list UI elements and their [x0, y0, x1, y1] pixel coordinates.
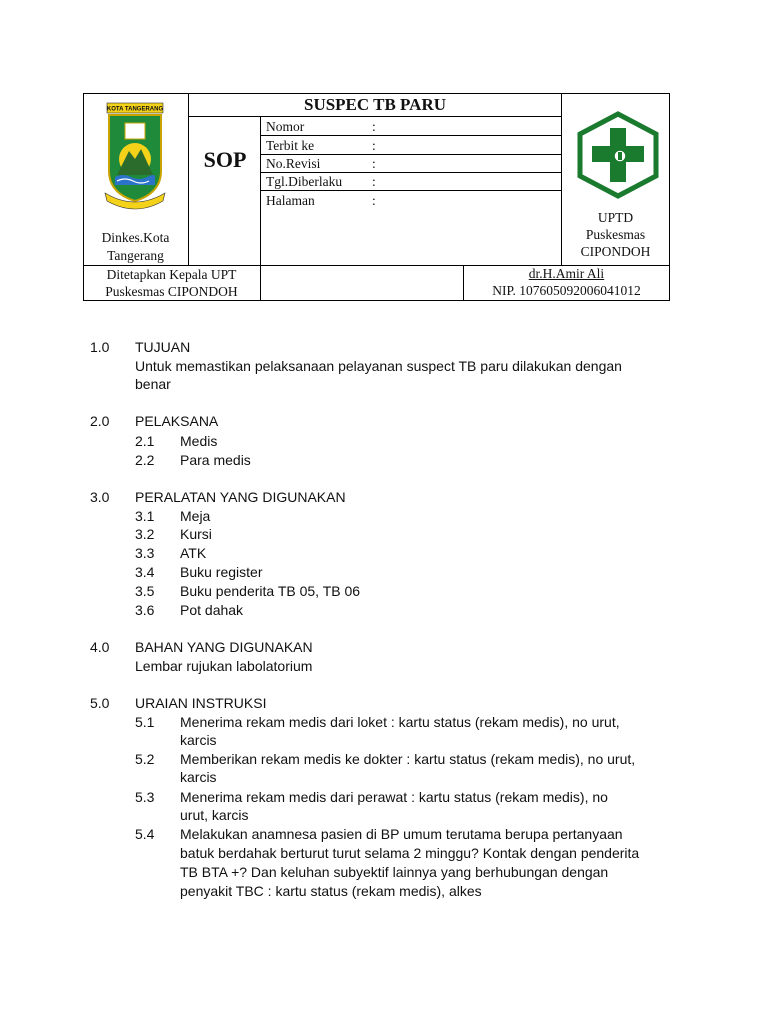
section-number: 1.0 [90, 339, 110, 355]
table-border-bottom [83, 300, 670, 301]
field-sep: : [372, 174, 376, 189]
section-number: 5.0 [90, 695, 110, 711]
table-divider [188, 93, 189, 265]
item-number: 5.3 [135, 789, 155, 805]
item-number: 3.4 [135, 564, 155, 580]
item-number: 3.2 [135, 526, 155, 542]
section-title-peralatan: PERALATAN YANG DIGUNAKAN [135, 489, 346, 505]
item-text: karcis [180, 732, 217, 748]
signatory-name: dr.H.Amir Ali [528, 266, 605, 281]
right-org-line-3: CIPONDOH [580, 244, 651, 259]
item-number: 2.1 [135, 433, 155, 449]
table-border-top [83, 93, 670, 94]
item-number: 3.6 [135, 602, 155, 618]
right-org-line-1: UPTD [597, 210, 634, 225]
left-org-line-2: Tangerang [107, 248, 164, 263]
item-text: Menerima rekam medis dari loket : kartu status (rekam medis), no urut, [180, 714, 620, 730]
section-body-line: benar [135, 376, 171, 392]
field-label-terbit: Terbit ke [266, 138, 315, 153]
item-text: Memberikan rekam medis ke dokter : kartu status (rekam medis), no urut, [180, 751, 636, 767]
item-text: batuk berdahak berturut turut selama 2 minggu? Kontak dengan penderita [180, 845, 640, 861]
item-text: TB BTA +? Dan keluhan subyektif lainnya yang berhubungan dengan [180, 864, 609, 880]
approved-by-line-1: Ditetapkan Kepala UPT [106, 267, 237, 282]
kota-tangerang-crest-logo [103, 101, 167, 215]
puskesmas-logo [574, 110, 662, 200]
item-text: penyakit TBC : kartu status (rekam medis), alkes [180, 883, 482, 899]
section-title-uraian: URAIAN INSTRUKSI [135, 695, 267, 711]
sop-header-table [83, 93, 670, 301]
section-title-pelaksana: PELAKSANA [135, 413, 219, 429]
approved-by-line-2: Puskesmas CIPONDOH [105, 284, 238, 299]
item-number: 2.2 [135, 452, 155, 468]
logo-banner-text: KOTA TANGERANG [106, 106, 164, 113]
item-number: 3.3 [135, 545, 155, 561]
field-label-tgl: Tgl.Diberlaku [266, 174, 343, 189]
field-label-halaman: Halaman [266, 193, 315, 208]
section-number: 4.0 [90, 639, 110, 655]
section-title-tujuan: TUJUAN [135, 339, 191, 355]
item-text: karcis [180, 769, 217, 785]
item-number: 3.5 [135, 583, 155, 599]
item-text: Meja [180, 508, 211, 524]
section-number: 3.0 [90, 489, 110, 505]
item-text: Kursi [180, 526, 212, 542]
right-org-line-2: Puskesmas [585, 227, 646, 242]
item-text: ATK [180, 545, 207, 561]
left-org-line-1: Dinkes.Kota [101, 230, 170, 245]
item-text: Melakukan anamnesa pasien di BP umum terutama berupa pertanyaan [180, 826, 623, 842]
item-text: Buku register [180, 564, 263, 580]
section-body-line: Untuk memastikan pelaksanaan pelayanan suspect TB paru dilakukan dengan [135, 358, 622, 374]
signatory-nip: NIP. 107605092006041012 [492, 283, 641, 298]
item-number: 3.1 [135, 508, 155, 524]
item-text: Buku penderita TB 05, TB 06 [180, 583, 361, 599]
document-title: SUSPEC TB PARU [303, 95, 446, 114]
field-label-revisi: No.Revisi [266, 156, 321, 171]
section-body-line: Lembar rujukan labolatorium [135, 658, 313, 674]
table-divider [188, 116, 562, 117]
item-text: urut, karcis [180, 807, 249, 823]
field-sep: : [372, 193, 376, 208]
field-sep: : [372, 156, 376, 171]
section-number: 2.0 [90, 413, 110, 429]
field-label-nomor: Nomor [266, 119, 305, 134]
field-sep: : [372, 119, 376, 134]
table-divider [260, 265, 261, 301]
table-divider [260, 135, 562, 136]
item-text: Para medis [180, 452, 251, 468]
item-text: Pot dahak [180, 602, 244, 618]
table-divider [260, 190, 562, 191]
item-number: 5.1 [135, 714, 155, 730]
item-number: 5.4 [135, 826, 155, 842]
section-title-bahan: BAHAN YANG DIGUNAKAN [135, 639, 313, 655]
field-sep: : [372, 138, 376, 153]
item-text: Medis [180, 433, 218, 449]
item-number: 5.2 [135, 751, 155, 767]
sop-label: SOP [203, 147, 247, 172]
item-text: Menerima rekam medis dari perawat : kartu status (rekam medis), no [180, 789, 608, 805]
